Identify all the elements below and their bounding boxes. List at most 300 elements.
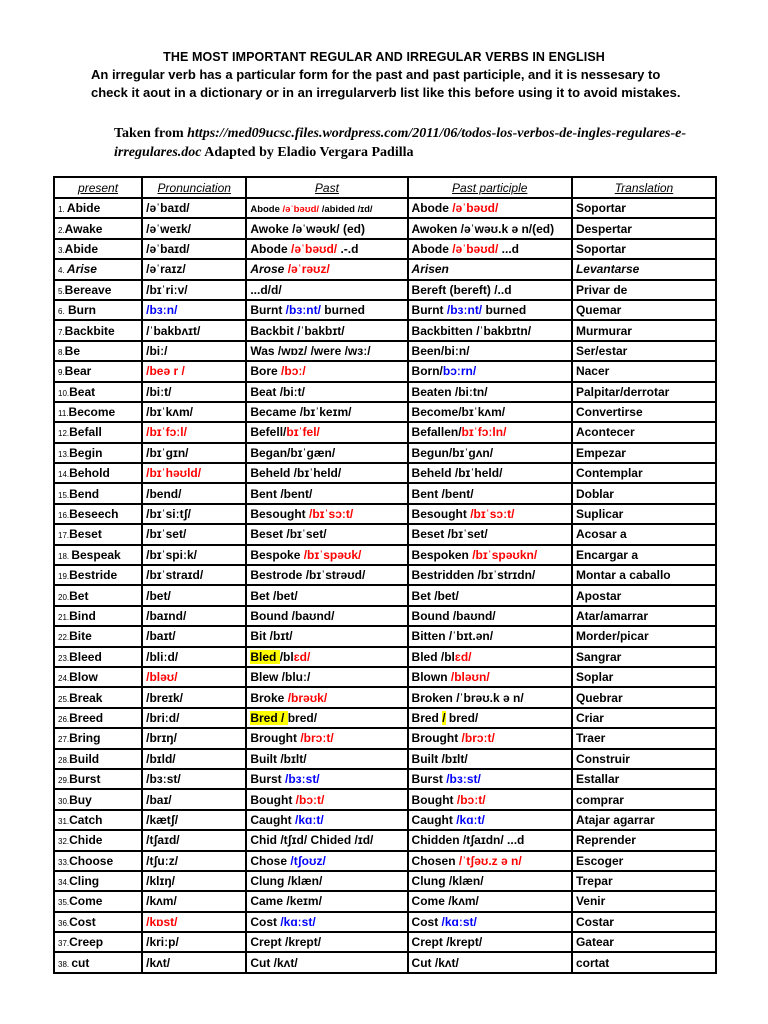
cell-pronunciation — [142, 585, 246, 605]
cell-past — [246, 361, 407, 381]
cell-past-participle — [408, 320, 572, 340]
cell-text: burned — [320, 303, 365, 318]
cell-pronunciation — [142, 952, 246, 972]
cell-text: Born/ — [411, 364, 443, 379]
cell-text: 20. — [58, 592, 70, 602]
table-row — [54, 606, 716, 626]
cell-text: 12. — [58, 429, 70, 439]
cell-text: Bore — [250, 364, 282, 379]
cell-past — [246, 851, 407, 871]
cell-past — [246, 708, 407, 728]
cell-text: 35. — [58, 898, 70, 908]
cell-past — [246, 891, 407, 911]
cell-text: Convertirse — [575, 405, 643, 420]
table-row — [54, 300, 716, 320]
cell-text: Beat — [69, 384, 96, 399]
cell-text: bred/ — [445, 710, 479, 725]
cell-text: /bɔː/ — [281, 364, 306, 379]
table-row — [54, 687, 716, 707]
table-row — [54, 239, 716, 259]
cell-text: Nacer — [575, 364, 610, 379]
cell-text: Bled — [250, 649, 280, 664]
cell-past — [246, 463, 407, 483]
cell-text: Bespeak — [71, 547, 121, 562]
cell-pronunciation — [142, 361, 246, 381]
cell-text: Construir — [575, 751, 630, 766]
cell-present — [54, 198, 142, 218]
table-row — [54, 728, 716, 748]
cell-text: Build — [69, 751, 100, 766]
cell-past-participle — [408, 708, 572, 728]
cell-pronunciation — [142, 708, 246, 728]
cell-text: /əˈbəʊd/ — [282, 204, 322, 216]
cell-text: Beset /bɪˈset/ — [411, 527, 488, 542]
cell-text: Came /keɪm/ — [250, 894, 322, 909]
cell-translation — [572, 891, 716, 911]
table-row — [54, 402, 716, 422]
cell-text: Come — [69, 894, 103, 909]
cell-past-participle — [408, 463, 572, 483]
cell-present — [54, 667, 142, 687]
cell-text: /brɔːt/ — [300, 731, 334, 746]
cell-past-participle — [408, 851, 572, 871]
cell-text: Besought — [411, 507, 471, 522]
cell-translation — [572, 851, 716, 871]
cell-present — [54, 891, 142, 911]
cell-translation — [572, 218, 716, 238]
cell-text: /bɪˈkʌm/ — [146, 405, 193, 420]
header-past-participle: Past participle — [408, 177, 572, 198]
cell-text: /bliːd/ — [146, 649, 179, 664]
cell-translation — [572, 647, 716, 667]
table-row — [54, 871, 716, 891]
cell-text: /əˈbəʊd/ — [452, 241, 499, 256]
cell-translation — [572, 565, 716, 585]
cell-present — [54, 810, 142, 830]
cell-present — [54, 585, 142, 605]
table-row — [54, 504, 716, 524]
table-row — [54, 259, 716, 279]
cell-pronunciation — [142, 483, 246, 503]
cell-text: cut — [71, 955, 90, 970]
cell-text: Contemplar — [575, 466, 643, 481]
cell-text: Abode — [411, 201, 453, 216]
cell-text: /bɪˈhəʊld/ — [146, 466, 202, 481]
cell-text: Chose — [250, 853, 291, 868]
cell-pronunciation — [142, 218, 246, 238]
cell-past-participle — [408, 402, 572, 422]
cell-text: 15. — [58, 490, 70, 500]
cell-text: 27. — [58, 735, 70, 745]
cell-past-participle — [408, 647, 572, 667]
cell-text: Traer — [575, 731, 606, 746]
source-suffix: Adapted by Eladio Vergara Padilla — [201, 145, 414, 160]
cell-text: Bestrode /bɪˈstrəʊd/ — [250, 568, 366, 583]
cell-present — [54, 830, 142, 850]
cell-present — [54, 565, 142, 585]
cell-past — [246, 422, 407, 442]
cell-text: Began/bɪˈɡæn/ — [250, 445, 336, 460]
cell-text: 28. — [58, 755, 70, 765]
cell-text: /kɑːst/ — [441, 914, 477, 929]
cell-text: Empezar — [575, 445, 626, 460]
cell-past-participle — [408, 422, 572, 442]
cell-text: Soplar — [575, 670, 614, 685]
cell-text: /bɪld/ — [146, 751, 176, 766]
cell-present — [54, 952, 142, 972]
cell-translation — [572, 769, 716, 789]
cell-present — [54, 912, 142, 932]
cell-past-participle — [408, 524, 572, 544]
cell-past — [246, 280, 407, 300]
cell-present — [54, 239, 142, 259]
cell-past — [246, 728, 407, 748]
cell-present — [54, 483, 142, 503]
table-row — [54, 280, 716, 300]
cell-text: Befell/ — [250, 425, 287, 440]
cell-text: /bɪˈsɔːt/ — [309, 507, 354, 522]
cell-pronunciation — [142, 402, 246, 422]
cell-text: Chosen — [411, 853, 459, 868]
source-prefix: Taken from — [114, 126, 188, 141]
cell-text: Become/bɪˈkʌm/ — [411, 405, 506, 420]
cell-translation — [572, 361, 716, 381]
cell-text: /biːt/ — [146, 384, 172, 399]
cell-text: Beset — [69, 527, 102, 542]
cell-text: 22. — [58, 633, 70, 643]
cell-past-participle — [408, 239, 572, 259]
cell-text: Venir — [575, 894, 606, 909]
cell-text: /tʃuːz/ — [146, 853, 179, 868]
source-url: https://med09ucsc.files.wordpress.com/2011/06/todos-los-verbos-de-ingles-regulares-e-irregulares.doc — [114, 126, 687, 160]
cell-past — [246, 504, 407, 524]
cell-past-participle — [408, 382, 572, 402]
cell-past-participle — [408, 952, 572, 972]
cell-text: Bereft (bereft) /..d — [411, 282, 512, 297]
header-present: present — [54, 177, 142, 198]
cell-past-participle — [408, 300, 572, 320]
cell-text: Awake — [64, 221, 103, 236]
cell-text: bɪˈfel/ — [286, 425, 320, 440]
cell-past — [246, 932, 407, 952]
cell-text: Doblar — [575, 486, 614, 501]
cell-text: Costar — [575, 914, 614, 929]
cell-text: 17. — [58, 531, 70, 541]
cell-pronunciation — [142, 463, 246, 483]
cell-translation — [572, 300, 716, 320]
cell-translation — [572, 871, 716, 891]
cell-past-participle — [408, 361, 572, 381]
cell-pronunciation — [142, 687, 246, 707]
cell-text: Bent /bent/ — [411, 486, 474, 501]
cell-text: Bear — [64, 364, 92, 379]
header-pronunciation: Pronunciation — [142, 177, 246, 198]
cell-text: /bɪˈstraɪd/ — [146, 568, 204, 583]
cell-text: 8. — [58, 347, 65, 357]
cell-translation — [572, 504, 716, 524]
cell-text: Estallar — [575, 772, 620, 787]
cell-translation — [572, 810, 716, 830]
cell-text: Clung /klæn/ — [411, 874, 484, 889]
cell-text: /bɜːst/ — [285, 772, 320, 787]
cell-pronunciation — [142, 422, 246, 442]
cell-text: /bɪˈriːv/ — [146, 282, 188, 297]
cell-past — [246, 483, 407, 503]
cell-past-participle — [408, 218, 572, 238]
cell-text: Choose — [69, 853, 114, 868]
cell-present — [54, 932, 142, 952]
cell-text: 23. — [58, 653, 70, 663]
cell-text: Ser/estar — [575, 343, 628, 358]
cell-text: Befallen/ — [411, 425, 462, 440]
cell-present — [54, 402, 142, 422]
cell-text: /baɪt/ — [146, 629, 176, 644]
cell-text: /biː/ — [146, 343, 168, 358]
cell-text: / — [442, 710, 446, 725]
cell-text: Beset /bɪˈset/ — [250, 527, 327, 542]
cell-text: 6. — [58, 307, 65, 317]
cell-present — [54, 463, 142, 483]
cell-present — [54, 789, 142, 809]
cell-translation — [572, 402, 716, 422]
table-row — [54, 891, 716, 911]
cell-past-participle — [408, 789, 572, 809]
cell-pronunciation — [142, 606, 246, 626]
cell-present — [54, 728, 142, 748]
cell-text: Blow — [69, 670, 98, 685]
cell-text: /tʃoʊz/ — [290, 853, 326, 868]
cell-text: 36. — [58, 918, 70, 928]
table-row — [54, 341, 716, 361]
cell-past-participle — [408, 585, 572, 605]
cell-text: /kriːp/ — [146, 935, 179, 950]
cell-text: Bet — [69, 588, 89, 603]
cell-present — [54, 687, 142, 707]
cell-past-participle — [408, 483, 572, 503]
cell-text: /kɒst/ — [146, 914, 178, 929]
cell-text: Buy — [69, 792, 92, 807]
cell-past-participle — [408, 749, 572, 769]
cell-text: Been/biːn/ — [411, 343, 470, 358]
table-row — [54, 810, 716, 830]
cell-text: Escoger — [575, 853, 624, 868]
cell-text: Befall — [69, 425, 102, 440]
cell-text: Levantarse — [575, 262, 640, 277]
cell-past — [246, 687, 407, 707]
cell-text: Bestridden /bɪˈstrɪdn/ — [411, 568, 536, 583]
cell-present — [54, 545, 142, 565]
cell-text: Backbite — [64, 323, 115, 338]
cell-past-participle — [408, 606, 572, 626]
cell-text: /ˈbakbʌɪt/ — [146, 323, 201, 338]
cell-text: Become — [68, 405, 116, 420]
table-row — [54, 789, 716, 809]
cell-present — [54, 382, 142, 402]
cell-pronunciation — [142, 341, 246, 361]
cell-text: Arose — [250, 262, 288, 277]
table-row — [54, 585, 716, 605]
cell-text: /briːd/ — [146, 710, 180, 725]
cell-past-participle — [408, 891, 572, 911]
cell-text: Gatear — [575, 935, 614, 950]
cell-text: Bled /bl — [411, 649, 455, 664]
cell-pronunciation — [142, 891, 246, 911]
cell-present — [54, 769, 142, 789]
cell-translation — [572, 463, 716, 483]
cell-past — [246, 749, 407, 769]
cell-text: Apostar — [575, 588, 622, 603]
cell-past-participle — [408, 687, 572, 707]
cell-text: Bent /bent/ — [250, 486, 313, 501]
cell-text: 34. — [58, 878, 70, 888]
cell-text: Blew /bluː/ — [250, 670, 311, 685]
cell-text: Murmurar — [575, 323, 632, 338]
document-title: THE MOST IMPORTANT REGULAR AND IRREGULAR VERBS IN ENGLISH — [163, 50, 605, 64]
cell-past — [246, 300, 407, 320]
cell-past-participle — [408, 769, 572, 789]
cell-pronunciation — [142, 300, 246, 320]
cell-text: Privar de — [575, 282, 628, 297]
cell-text: Abode — [250, 204, 283, 216]
cell-text: Arisen — [411, 262, 449, 277]
cell-past-participle — [408, 259, 572, 279]
cell-past — [246, 341, 407, 361]
cell-translation — [572, 341, 716, 361]
cell-text: Quebrar — [575, 690, 623, 705]
table-row — [54, 769, 716, 789]
cell-translation — [572, 626, 716, 646]
cell-text: /beə r / — [146, 364, 185, 379]
cell-past — [246, 647, 407, 667]
cell-text: /abided /ɪd/ — [321, 204, 373, 216]
cell-past — [246, 667, 407, 687]
header-translation: Translation — [572, 177, 716, 198]
table-row — [54, 647, 716, 667]
cell-translation — [572, 422, 716, 442]
table-row — [54, 524, 716, 544]
cell-text: Cling — [69, 874, 100, 889]
cell-present — [54, 280, 142, 300]
cell-text: /bɪˈfɔːl/ — [146, 425, 187, 440]
cell-past — [246, 789, 407, 809]
cell-text: /əˈbaɪd/ — [146, 241, 190, 256]
cell-translation — [572, 320, 716, 340]
cell-text: Bleed — [69, 649, 102, 664]
table-row — [54, 708, 716, 728]
cell-translation — [572, 483, 716, 503]
cell-text: Despertar — [575, 221, 632, 236]
cell-text: Bit /bɪt/ — [250, 629, 293, 644]
cell-text: cortat — [575, 955, 610, 970]
cell-text: /əˈbaɪd/ — [146, 201, 190, 216]
cell-text: 13. — [58, 449, 70, 459]
cell-text: Bend — [69, 486, 100, 501]
cell-text: /brəʊk/ — [287, 690, 328, 705]
cell-text: Morder/picar — [575, 629, 649, 644]
cell-text: /əˈbəʊd/ — [452, 201, 499, 216]
cell-text: /bɜːnt/ — [446, 303, 483, 318]
cell-text: Palpitar/derrotar — [575, 384, 670, 399]
cell-translation — [572, 259, 716, 279]
cell-text: Bespoken — [411, 547, 473, 562]
verbs-table — [53, 176, 717, 974]
cell-text: Criar — [575, 710, 604, 725]
cell-past — [246, 524, 407, 544]
cell-text: 31. — [58, 816, 70, 826]
cell-text: Bound /baʊnd/ — [250, 609, 335, 623]
cell-text: /əˈrəʊz/ — [287, 262, 330, 277]
cell-text: /tʃaɪd/ — [146, 833, 180, 848]
cell-text: Built /bɪlt/ — [250, 751, 307, 766]
cell-text: /bet/ — [146, 588, 171, 603]
cell-text: /bɪˈspəʊkn/ — [472, 547, 538, 562]
cell-text: /bɪˈspəʊk/ — [303, 547, 362, 562]
cell-past-participle — [408, 810, 572, 830]
table-row — [54, 463, 716, 483]
cell-translation — [572, 912, 716, 932]
cell-text: Beat /biːt/ — [250, 384, 306, 399]
cell-text: 16. — [58, 511, 70, 521]
cell-text: Beheld /bɪˈheld/ — [411, 466, 503, 481]
cell-past — [246, 626, 407, 646]
cell-text: /brɪŋ/ — [146, 731, 177, 746]
cell-text: Catch — [69, 812, 103, 827]
cell-text: 9. — [58, 368, 65, 378]
cell-past — [246, 606, 407, 626]
cell-text: ...d/d/ — [250, 282, 282, 297]
cell-text: Beheld /bɪˈheld/ — [250, 466, 342, 481]
cell-text: Cost — [411, 914, 442, 929]
cell-text: 29. — [58, 776, 70, 786]
cell-text: /əˈraɪz/ — [146, 262, 186, 277]
cell-text: Built /bɪlt/ — [411, 751, 468, 766]
table-row — [54, 320, 716, 340]
cell-text: /kʌt/ — [146, 955, 171, 970]
cell-pronunciation — [142, 626, 246, 646]
cell-text: /bl — [279, 649, 294, 664]
cell-present — [54, 749, 142, 769]
cell-text: 32. — [58, 837, 70, 847]
cell-text: /əˈbəʊd/ — [291, 241, 338, 256]
cell-pronunciation — [142, 647, 246, 667]
cell-text: 38. — [58, 959, 72, 969]
cell-text: Abide — [64, 241, 99, 256]
cell-pronunciation — [142, 504, 246, 524]
cell-text: /kɑːt/ — [456, 812, 485, 827]
cell-text: Come /kʌm/ — [411, 894, 479, 909]
cell-past — [246, 218, 407, 238]
cell-text: ...d — [498, 241, 519, 256]
cell-text: Bereave — [64, 282, 112, 297]
cell-text: Behold — [69, 466, 110, 481]
cell-translation — [572, 687, 716, 707]
cell-text: /breɪk/ — [146, 690, 183, 705]
cell-present — [54, 218, 142, 238]
cell-past — [246, 565, 407, 585]
cell-past — [246, 382, 407, 402]
cell-pronunciation — [142, 851, 246, 871]
cell-text: Chidden /tʃaɪdn/ ...d — [411, 833, 525, 848]
table-row — [54, 483, 716, 503]
cell-text: Arise — [66, 262, 97, 277]
cell-past-participle — [408, 728, 572, 748]
cell-translation — [572, 952, 716, 972]
cell-pronunciation — [142, 198, 246, 218]
cell-text: /bend/ — [146, 486, 182, 501]
cell-text: Bound /baʊnd/ — [411, 609, 496, 623]
table-row — [54, 830, 716, 850]
cell-text: Brought — [250, 731, 301, 746]
